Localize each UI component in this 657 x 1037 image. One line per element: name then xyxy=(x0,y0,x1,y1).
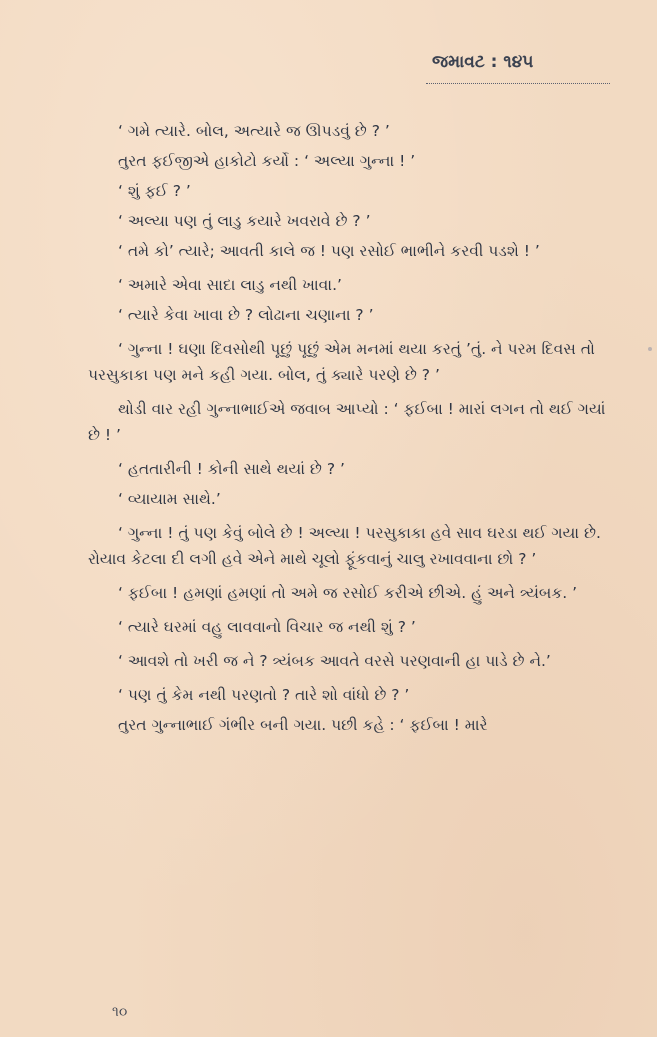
paragraph: ‘ શું ફઈ ? ’ xyxy=(118,182,191,200)
paragraph: તુરત ફઈજીએ હાકોટો કર્યો : ‘ અલ્યા ગુન્ના ! ’ xyxy=(118,152,416,170)
paragraph: ‘ ગમે ત્યારે. બોલ, અત્યારે જ ઊપડવું છે ? ’ xyxy=(118,122,390,140)
paragraph: ‘ હતતારીની ! કોની સાથે થયાં છે ? ’ xyxy=(118,460,345,478)
paragraph: ‘ ફઈબા ! હમણાં હમણાં તો અમે જ રસોઈ કરીએ છીએ. હું અને ત્ર્યંબક. ’ xyxy=(118,584,578,602)
paper-speck xyxy=(648,347,652,351)
paragraph: ‘ અમારે એવા સાદા લાડુ નથી ખાવા.’ xyxy=(118,276,342,294)
body-text xyxy=(88,118,610,742)
paragraph: ‘ આવશે તો ખરી જ ને ? ત્ર્યંબક આવતે વરસે પરણવાની હા પાડે છે ને.’ xyxy=(118,652,551,670)
paragraph: ‘ પણ તું કેમ નથી પરણતો ? તારે શો વાંધો છે ? ’ xyxy=(118,686,410,704)
paragraph: ‘ અલ્યા પણ તું લાડુ કયારે ખવરાવે છે ? ’ xyxy=(118,212,371,230)
paragraph: ‘ વ્યાયામ સાથે.’ xyxy=(118,490,221,508)
paragraph: ‘ ત્યારે કેવા ખાવા છે ? લોઢાના ચણાના ? ’ xyxy=(118,306,374,324)
paragraph: ‘ ત્યારે ઘરમાં વહુ લાવવાનો વિચાર જ નથી શું ? ’ xyxy=(118,618,416,636)
header-rule xyxy=(426,83,610,84)
running-head: જમાવટ : ૧૪૫ xyxy=(432,52,534,72)
paragraph: તુરત ગુન્નાભાઈ ગંભીર બની ગયા. પછી કહે : ‘ ફઈબા ! મારે xyxy=(118,716,488,734)
paragraph: ‘ ગુન્ના ! તું પણ કેવું બોલે છે ! અલ્યા ! પરસુકાકા હવે સાવ ઘરડા થઈ ગયા છે. રોયાવ કેટલા દી લગી હવે એને માથે ચૂલો ફૂંકવાનું ચાલુ રખાવવાના છો ? ’ xyxy=(88,524,601,568)
paragraph: થોડી વાર રહી ગુન્નાભાઈએ જવાબ આપ્યો : ‘ ફઈબા ! મારાં લગન તો થઈ ગયાં છે ! ’ xyxy=(88,400,606,444)
page-number: ૧૦ xyxy=(112,1004,128,1020)
paragraph: ‘ ગુન્ના ! ઘણા દિવસોથી પૂછું પૂછું એમ મનમાં થયા કરતું ’તું. ને પરમ દિવસ તો પરસુકાકા પણ મને કહી ગયા. બોલ, તું ક્યારે પરણે છે ? ’ xyxy=(88,340,595,384)
paragraph: ‘ તમે કો’ ત્યારે; આવતી કાલે જ ! પણ રસોઈ ભાભીને કરવી પડશે ! ’ xyxy=(118,242,540,260)
